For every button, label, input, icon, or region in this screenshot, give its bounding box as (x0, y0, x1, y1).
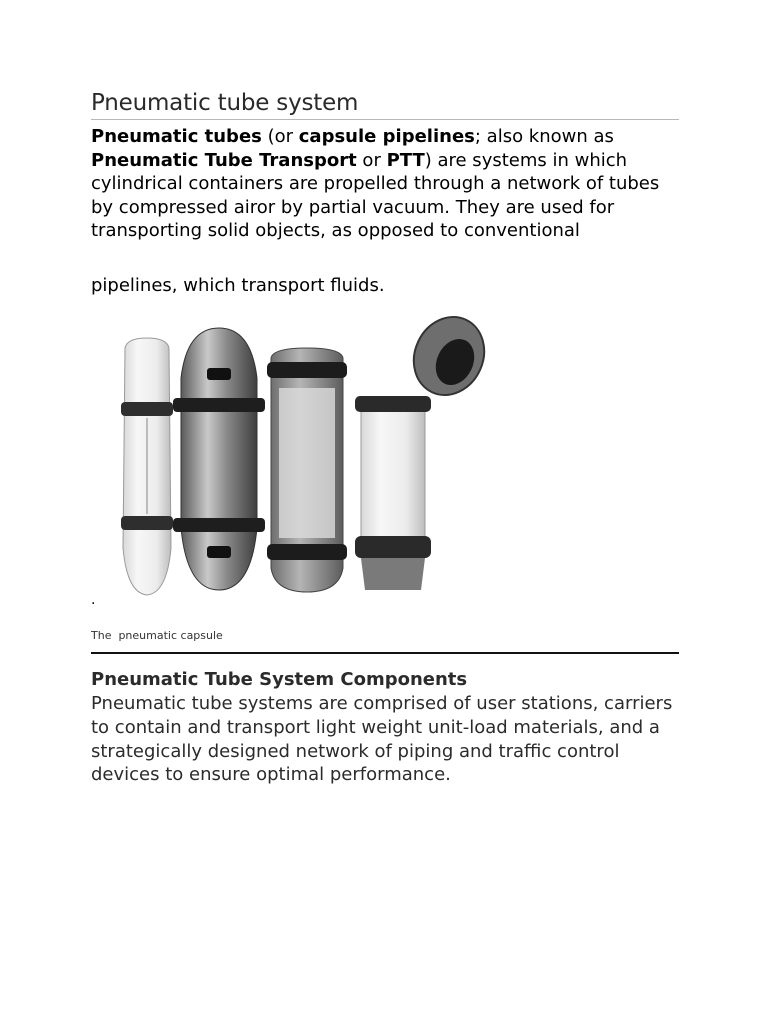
term-pneumatic-tube-transport: Pneumatic Tube Transport (91, 149, 357, 171)
intro-paragraph (91, 125, 681, 243)
figure-dot: . (91, 592, 96, 608)
capsule-open (355, 308, 487, 590)
intro-text-3: or (356, 149, 387, 171)
section-body: Pneumatic tube systems are comprised of user stations, carriers to contain and transport light weight unit-load materials, and a strategically designed network of piping and traffic control devices to ensure optimal performance. (91, 693, 673, 786)
pneumatic-capsules-photo (107, 308, 487, 598)
term-pneumatic-tubes: Pneumatic tubes (91, 126, 262, 147)
capsule-grey (267, 348, 347, 592)
page-title: Pneumatic tube system (91, 90, 359, 116)
intro-text-4: ) are systems in which cylindrical containers are propelled through a network of tubes by compressed airor by partial vacuum. They are used for transporting solid objects, as opposed to conventional (91, 149, 660, 241)
section-heading: Pneumatic Tube System Components (91, 669, 468, 690)
capsule-metal (173, 328, 265, 590)
intro-text-2: ; also known as (474, 126, 614, 147)
term-ptt: PTT (386, 149, 425, 171)
intro-text-1: (or (261, 126, 299, 147)
capsule-clear (121, 338, 173, 595)
figure-caption: The pneumatic capsule (91, 629, 223, 642)
intro-continuation: pipelines, which transport fluids. (91, 275, 385, 296)
section-divider (91, 652, 679, 654)
title-divider (91, 119, 679, 120)
term-capsule-pipelines: capsule pipelines (298, 126, 475, 147)
